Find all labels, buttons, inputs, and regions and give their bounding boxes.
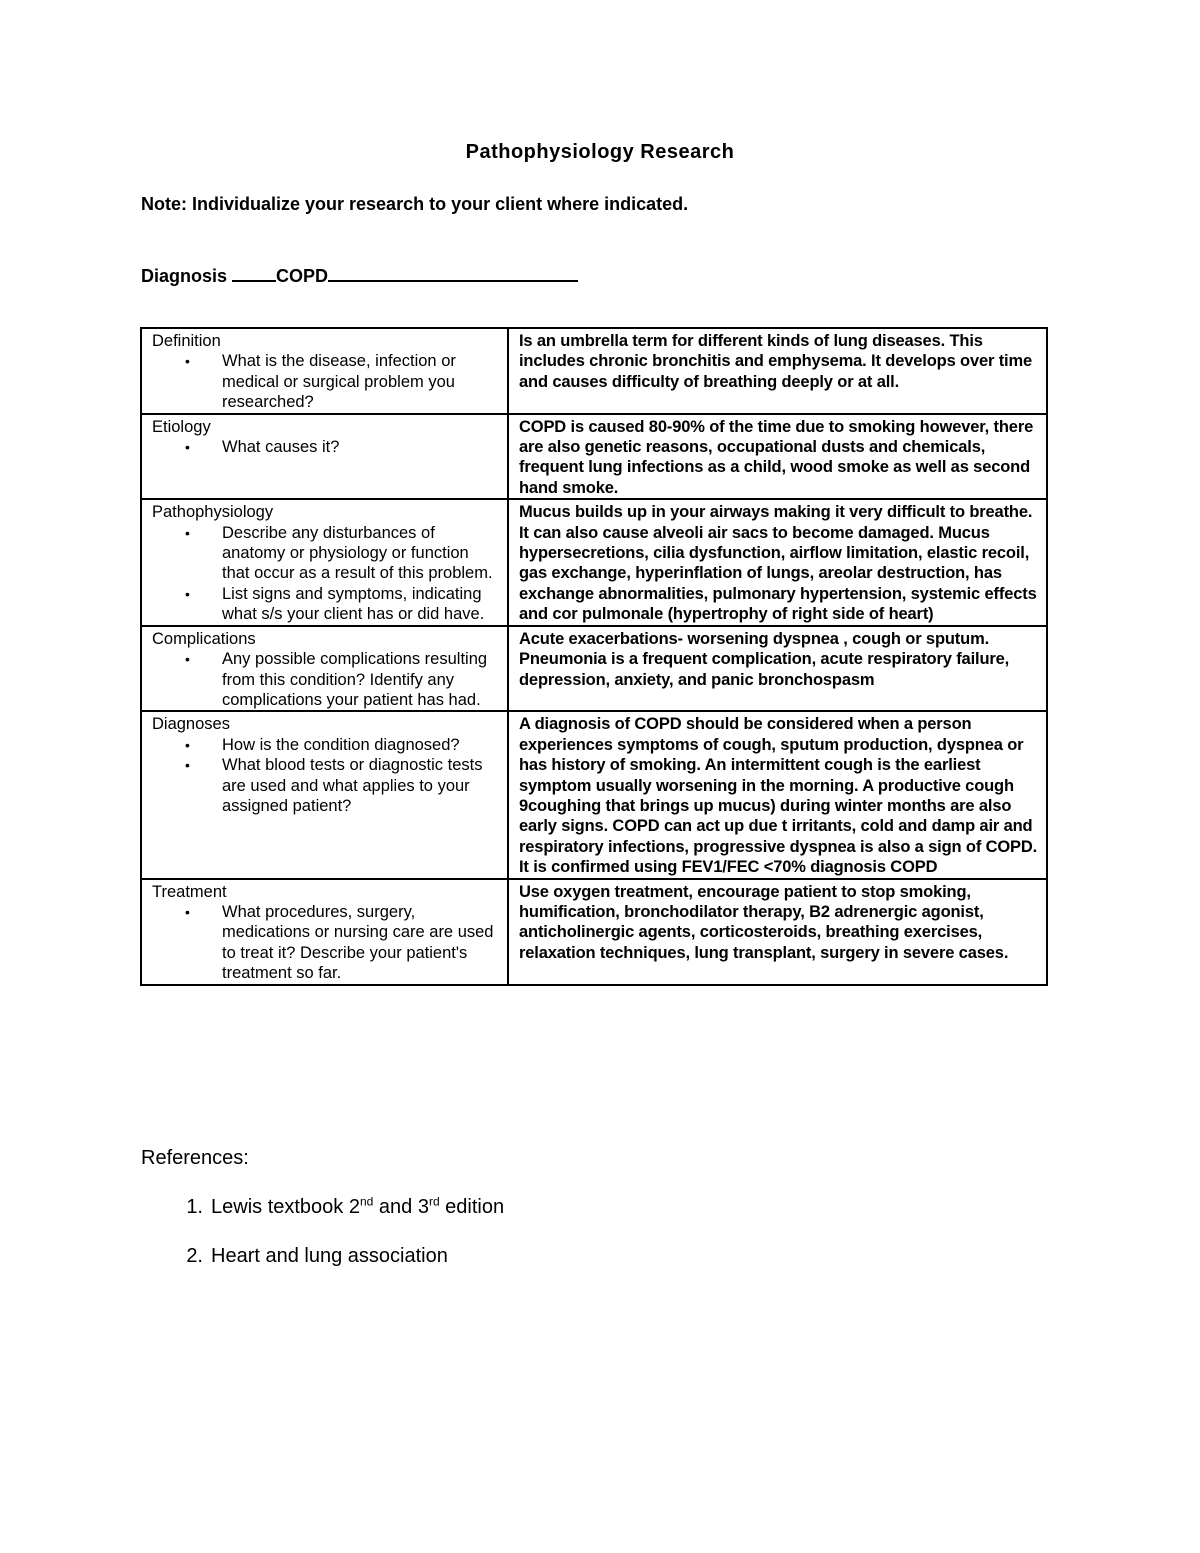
prompt-list <box>152 649 499 710</box>
diagnosis-underline-lead <box>232 262 276 282</box>
row-label: Diagnoses <box>152 715 230 734</box>
prompt-text: What procedures, surgery, medications or nursing care are used to treat it? Describe your patient's treatment so far. <box>222 902 494 983</box>
reference-number: 2. <box>186 1245 203 1267</box>
prompt-list <box>152 351 499 412</box>
row-prompt-cell <box>141 328 508 414</box>
reference-superscript: nd <box>359 1194 374 1209</box>
answer-text: Mucus builds up in your airways making it very difficult to breathe. It can also cause alveoli air sacs to become damaged. Mucus hypersecretions, cilia dysfunction, airflow limitation, elastic recoil, gas exchange, hyperinflation of lungs, areolar destruction, has exchange abnormalities, pulmonary hypertension, systemic effects and cor pulmonale (hypertrophy of right side of heart) <box>519 503 1037 624</box>
page-title: Pathophysiology Research <box>465 141 735 163</box>
row-label: Pathophysiology <box>152 503 274 522</box>
row-answer-cell <box>508 414 1047 500</box>
reference-superscript: rd <box>428 1194 440 1209</box>
research-table <box>140 327 1048 986</box>
prompt-item <box>185 755 499 816</box>
prompt-list <box>152 735 499 817</box>
row-label: Etiology <box>152 417 211 436</box>
diagnosis-underline-tail <box>328 262 578 282</box>
prompt-text: How is the condition diagnosed? <box>222 735 460 754</box>
row-label: Complications <box>152 629 256 648</box>
diagnosis-label: Diagnosis <box>141 266 228 286</box>
diagnosis-value: COPD <box>276 266 329 286</box>
prompt-text: What causes it? <box>222 438 340 457</box>
table-row-diagnoses <box>141 711 1047 878</box>
prompt-item <box>185 351 499 412</box>
prompt-item <box>185 902 499 984</box>
table-row-definition <box>141 328 1047 414</box>
bullet-icon: • <box>185 353 190 370</box>
references-list <box>141 1196 504 1294</box>
bullet-icon: • <box>185 757 190 774</box>
prompt-list <box>152 437 499 457</box>
answer-text: Is an umbrella term for different kinds of lung diseases. This includes chronic bronchitis and emphysema. It develops over time and causes difficulty of breathing deeply or at all. <box>519 332 1033 391</box>
row-prompt-cell <box>141 626 508 712</box>
prompt-list <box>152 902 499 984</box>
row-prompt-cell <box>141 879 508 985</box>
prompt-text: What blood tests or diagnostic tests are used and what applies to your assigned patient? <box>222 756 483 815</box>
table-row-complications <box>141 626 1047 712</box>
prompt-item <box>185 649 499 710</box>
bullet-icon: • <box>185 524 190 541</box>
table-row-etiology <box>141 414 1047 500</box>
reference-number: 1. <box>186 1196 203 1218</box>
reference-item <box>141 1245 504 1268</box>
prompt-item <box>185 523 499 584</box>
bullet-icon: • <box>185 439 190 456</box>
diagnosis-line <box>141 262 578 287</box>
prompt-text: List signs and symptoms, indicating what s/s your client has or did have. <box>222 584 485 624</box>
answer-text: Use oxygen treatment, encourage patient to stop smoking, humification, bronchodilator therapy, B2 adrenergic agonist, anticholinergic agents, corticosteroids, breathing exercises, relaxation techniques, lung transplant, surgery in severe cases. <box>519 882 1009 962</box>
prompt-list <box>152 523 499 625</box>
row-answer-cell <box>508 711 1047 878</box>
answer-text: Acute exacerbations- worsening dyspnea , cough or sputum. Pneumonia is a frequent complication, acute respiratory failure, depression, anxiety, and panic bronchospasm <box>519 629 1010 689</box>
bullet-icon: • <box>185 736 190 753</box>
table-row-pathophysiology <box>141 499 1047 625</box>
row-answer-cell <box>508 499 1047 625</box>
instruction-note: Note: Individualize your research to your client where indicated. <box>141 194 689 214</box>
bullet-icon: • <box>185 585 190 602</box>
bullet-icon: • <box>185 651 190 668</box>
row-prompt-cell <box>141 499 508 625</box>
row-answer-cell <box>508 879 1047 985</box>
answer-text: A diagnosis of COPD should be considered when a person experiences symptoms of cough, sputum production, dyspnea or has history of smoking. An intermittent cough is the earliest symptom usually worsening in the morning. A productive cough <box>519 715 1024 795</box>
row-prompt-cell <box>141 414 508 500</box>
prompt-text: What is the disease, infection or medical or surgical problem you researched? <box>222 352 456 412</box>
row-prompt-cell <box>141 711 508 878</box>
prompt-text: Any possible complications resulting from this condition? Identify any complications your patient has had. <box>222 650 488 709</box>
reference-item <box>141 1196 504 1219</box>
reference-text: and 3 <box>373 1196 429 1218</box>
table-row-treatment <box>141 879 1047 985</box>
prompt-item <box>185 735 499 755</box>
row-label: Definition <box>152 332 221 350</box>
answer-text: COPD is caused 80-90% of the time due to smoking however, there are also genetic reasons, occupational dusts and chemicals, frequent lung infections as a child, wood smoke as well as second hand smoke. <box>519 417 1034 497</box>
prompt-text: Describe any disturbances of anatomy or physiology or function that occur as a result of this problem. <box>222 523 493 583</box>
bullet-icon: • <box>185 903 190 920</box>
reference-text: Heart and lung association <box>211 1245 448 1267</box>
row-label: Treatment <box>152 882 227 901</box>
reference-text: Lewis textbook 2 <box>211 1196 360 1218</box>
row-answer-cell <box>508 626 1047 712</box>
references-heading: References: <box>141 1147 249 1169</box>
row-answer-cell <box>508 328 1047 414</box>
reference-text: edition <box>439 1196 505 1218</box>
prompt-item <box>185 584 499 625</box>
answer-text: 9coughing that brings up mucus) during winter months are also early signs. COPD can act up due t irritants, cold and damp air and respiratory infections, progressive dyspnea is also a sign of COPD. It is confirmed using FEV1/FEC <70% diagnosis COPD <box>519 796 1038 877</box>
prompt-item <box>185 437 499 457</box>
